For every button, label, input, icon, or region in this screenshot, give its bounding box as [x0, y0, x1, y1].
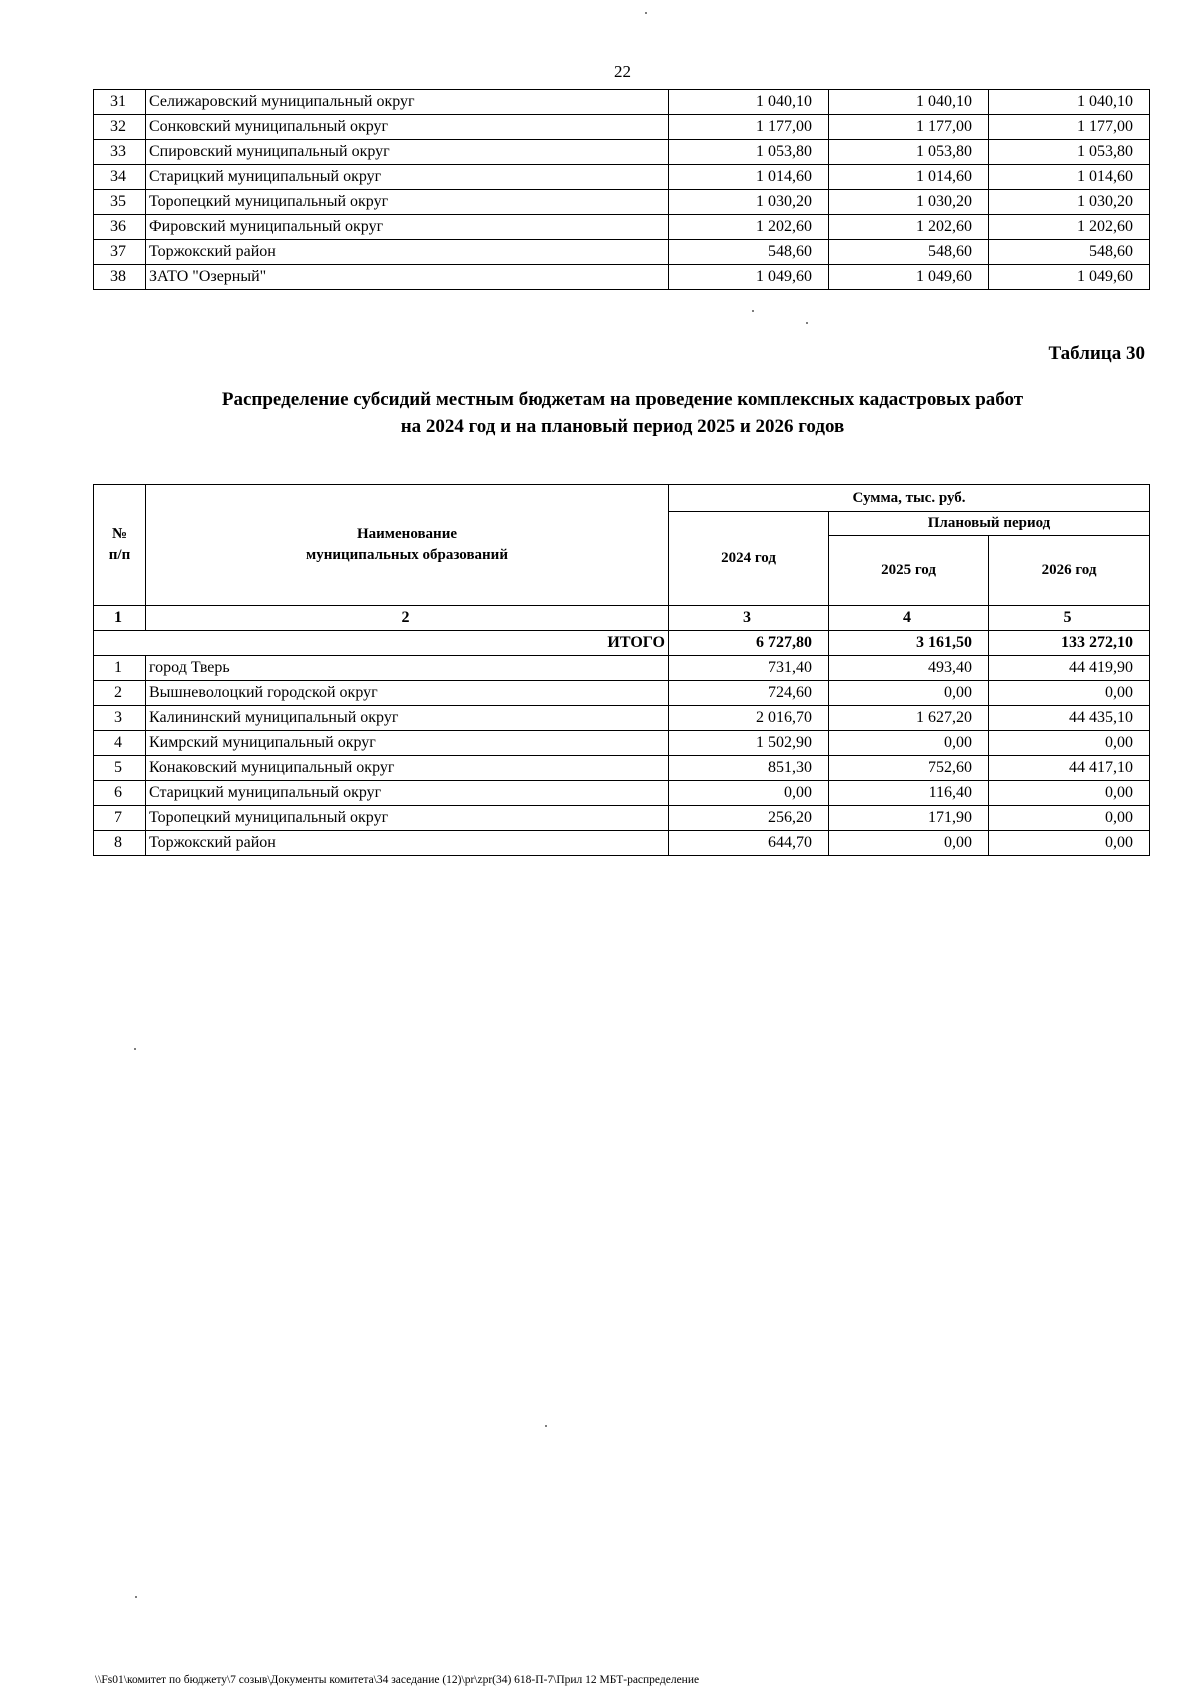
row-value-2024: 1 040,10 — [669, 90, 829, 115]
row-number: 1 — [94, 656, 146, 681]
row-value-2026: 0,00 — [989, 831, 1150, 856]
row-value-2025: 1 040,10 — [829, 90, 989, 115]
row-name: Старицкий муниципальный округ — [146, 165, 669, 190]
row-value-2025: 752,60 — [829, 756, 989, 781]
header-plan-period: Плановый период — [829, 512, 1150, 536]
row-value-2024: 1 053,80 — [669, 140, 829, 165]
row-value-2026: 0,00 — [989, 681, 1150, 706]
index-cell: 4 — [829, 606, 989, 631]
row-name: Кимрский муниципальный округ — [146, 731, 669, 756]
total-row — [94, 631, 1150, 656]
row-value-2024: 731,40 — [669, 656, 829, 681]
row-name: Калининский муниципальный округ — [146, 706, 669, 731]
table-row — [94, 806, 1150, 831]
header-2024: 2024 год — [669, 512, 829, 606]
index-cell: 5 — [989, 606, 1150, 631]
row-value-2024: 1 502,90 — [669, 731, 829, 756]
row-number: 35 — [94, 190, 146, 215]
table-row — [94, 656, 1150, 681]
row-value-2026: 1 030,20 — [989, 190, 1150, 215]
row-value-2024: 1 014,60 — [669, 165, 829, 190]
row-name: Фировский муниципальный округ — [146, 215, 669, 240]
row-name: Торопецкий муниципальный округ — [146, 190, 669, 215]
row-value-2025: 1 202,60 — [829, 215, 989, 240]
scan-speck — [545, 1425, 547, 1427]
row-value-2024: 2 016,70 — [669, 706, 829, 731]
row-value-2024: 1 202,60 — [669, 215, 829, 240]
row-value-2024: 1 049,60 — [669, 265, 829, 290]
row-value-2025: 171,90 — [829, 806, 989, 831]
row-number: 7 — [94, 806, 146, 831]
row-value-2025: 1 177,00 — [829, 115, 989, 140]
top-table-body — [94, 90, 1150, 290]
row-value-2024: 0,00 — [669, 781, 829, 806]
scan-speck — [134, 1048, 136, 1050]
main-table-body — [94, 656, 1150, 856]
row-value-2024: 851,30 — [669, 756, 829, 781]
footer-path: \\Fs01\комитет по бюджету\7 созыв\Документы комитета\34 заседание (12)\pr\zpr(34) 618-П-7\Прил 12 МБТ-распределение — [95, 1674, 700, 1686]
row-name: Селижаровский муниципальный округ — [146, 90, 669, 115]
row-number: 3 — [94, 706, 146, 731]
table-row — [94, 165, 1150, 190]
row-number: 36 — [94, 215, 146, 240]
row-value-2025: 1 030,20 — [829, 190, 989, 215]
row-name: Торопецкий муниципальный округ — [146, 806, 669, 831]
row-number: 38 — [94, 265, 146, 290]
row-value-2025: 116,40 — [829, 781, 989, 806]
row-value-2025: 0,00 — [829, 681, 989, 706]
table-title-line1: Распределение субсидий местным бюджетам на проведение комплексных кадастровых работ — [221, 389, 1024, 410]
row-value-2025: 493,40 — [829, 656, 989, 681]
row-value-2026: 548,60 — [989, 240, 1150, 265]
row-value-2025: 1 049,60 — [829, 265, 989, 290]
row-number: 34 — [94, 165, 146, 190]
row-value-2025: 548,60 — [829, 240, 989, 265]
row-name: Торжокский район — [146, 831, 669, 856]
row-value-2025: 0,00 — [829, 731, 989, 756]
table-row — [94, 265, 1150, 290]
row-value-2026: 44 419,90 — [989, 656, 1150, 681]
row-value-2026: 0,00 — [989, 731, 1150, 756]
row-value-2024: 1 030,20 — [669, 190, 829, 215]
table-row — [94, 190, 1150, 215]
table-row — [94, 781, 1150, 806]
table-row — [94, 215, 1150, 240]
main-table — [93, 484, 1150, 856]
row-value-2024: 1 177,00 — [669, 115, 829, 140]
table-caption: Таблица 30 — [1048, 343, 1145, 364]
row-name: город Тверь — [146, 656, 669, 681]
header-2026: 2026 год — [989, 536, 1150, 606]
header-sum: Сумма, тыс. руб. — [669, 485, 1150, 512]
row-name: Вышневолоцкий городской округ — [146, 681, 669, 706]
row-value-2026: 44 435,10 — [989, 706, 1150, 731]
table-row — [94, 681, 1150, 706]
row-value-2026: 0,00 — [989, 806, 1150, 831]
row-value-2024: 644,70 — [669, 831, 829, 856]
row-name: ЗАТО "Озерный" — [146, 265, 669, 290]
table-row — [94, 90, 1150, 115]
row-value-2026: 0,00 — [989, 781, 1150, 806]
table-row — [94, 831, 1150, 856]
table-row — [94, 756, 1150, 781]
table-title-line2: на 2024 год и на плановый период 2025 и 2026 годов — [400, 416, 845, 437]
total-2025: 3 161,50 — [829, 631, 989, 656]
row-number: 37 — [94, 240, 146, 265]
table-title — [0, 386, 1200, 440]
row-number: 5 — [94, 756, 146, 781]
row-value-2024: 256,20 — [669, 806, 829, 831]
row-number: 2 — [94, 681, 146, 706]
row-value-2025: 1 014,60 — [829, 165, 989, 190]
row-name: Сонковский муниципальный округ — [146, 115, 669, 140]
row-value-2026: 1 053,80 — [989, 140, 1150, 165]
header-2025: 2025 год — [829, 536, 989, 606]
row-value-2026: 1 014,60 — [989, 165, 1150, 190]
row-number: 4 — [94, 731, 146, 756]
index-cell: 1 — [94, 606, 146, 631]
row-number: 6 — [94, 781, 146, 806]
row-value-2026: 1 049,60 — [989, 265, 1150, 290]
scan-speck — [752, 310, 754, 312]
row-number: 32 — [94, 115, 146, 140]
header-name: Наименование муниципальных образований — [146, 485, 669, 606]
row-value-2025: 1 627,20 — [829, 706, 989, 731]
index-cell: 2 — [146, 606, 669, 631]
total-2024: 6 727,80 — [669, 631, 829, 656]
table-row — [94, 706, 1150, 731]
table-row — [94, 731, 1150, 756]
row-value-2024: 548,60 — [669, 240, 829, 265]
row-name: Старицкий муниципальный округ — [146, 781, 669, 806]
row-value-2025: 0,00 — [829, 831, 989, 856]
row-value-2026: 44 417,10 — [989, 756, 1150, 781]
row-value-2026: 1 177,00 — [989, 115, 1150, 140]
page-number: 22 — [614, 62, 631, 81]
total-2026: 133 272,10 — [989, 631, 1150, 656]
index-row — [94, 606, 1150, 631]
table-row — [94, 240, 1150, 265]
row-number: 8 — [94, 831, 146, 856]
header-num: № п/п — [94, 485, 146, 606]
total-label: ИТОГО — [94, 631, 669, 656]
scan-speck — [806, 322, 808, 324]
row-value-2026: 1 202,60 — [989, 215, 1150, 240]
row-name: Спировский муниципальный округ — [146, 140, 669, 165]
row-value-2026: 1 040,10 — [989, 90, 1150, 115]
row-number: 31 — [94, 90, 146, 115]
row-value-2025: 1 053,80 — [829, 140, 989, 165]
scan-speck — [645, 12, 647, 14]
scan-speck — [135, 1596, 137, 1598]
top-table — [93, 89, 1150, 290]
index-cell: 3 — [669, 606, 829, 631]
table-row — [94, 140, 1150, 165]
table-row — [94, 115, 1150, 140]
row-name: Конаковский муниципальный округ — [146, 756, 669, 781]
row-name: Торжокский район — [146, 240, 669, 265]
row-number: 33 — [94, 140, 146, 165]
row-value-2024: 724,60 — [669, 681, 829, 706]
